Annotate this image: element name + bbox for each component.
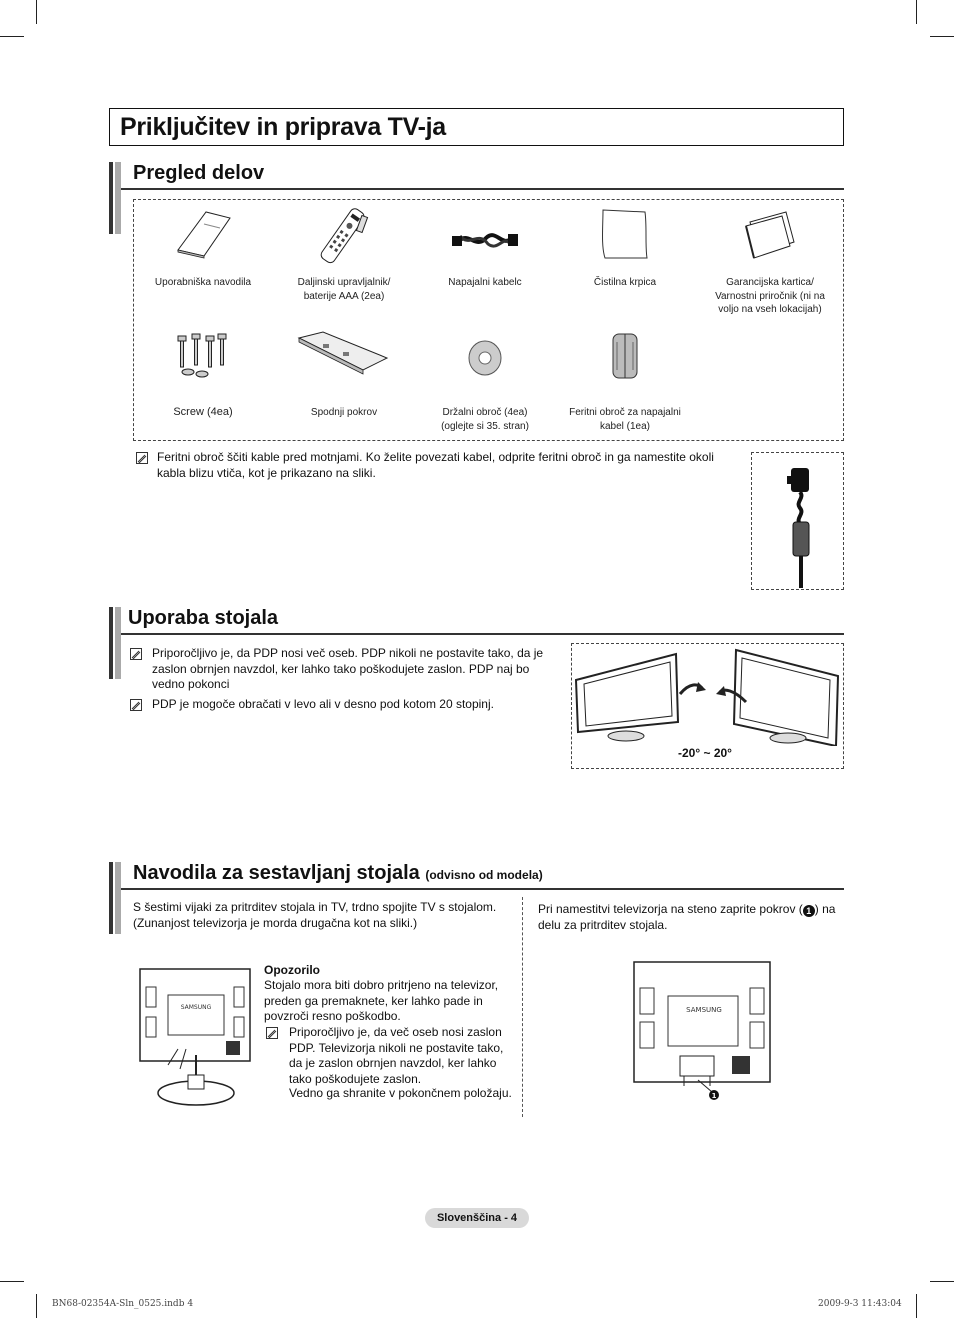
assembly-heading: Navodila za sestavljanj stojala — [133, 862, 420, 884]
power-cord-icon — [450, 214, 520, 262]
section-title-stand: Uporaba stojala — [128, 607, 279, 629]
screws-icon — [168, 330, 238, 382]
part-remote — [273, 206, 413, 271]
part-ferrite — [555, 330, 695, 387]
warning-note: Priporočljivo je, da več oseb nosi zaslon PDP. Televizorja nikoli ne postavite tako, da je zaslon obrnjen navzdol, ker lahko tako poškodujete zaslon. — [289, 1025, 504, 1086]
holder-ring-icon — [450, 336, 520, 378]
part-power-cord — [415, 214, 555, 267]
column-divider — [522, 897, 523, 1117]
crop-mark — [0, 36, 24, 37]
brand-label: SAMSUNG — [180, 1004, 212, 1011]
warning-text: Stojalo mora biti dobro pritrjeno na televizor, preden ga premaknete, ker lahko pade in povzroči resno poškodbo. — [264, 978, 499, 1023]
part-manual — [133, 208, 273, 265]
cleaning-cloth-icon — [595, 206, 655, 262]
part-label: Spodnji pokrov — [310, 407, 378, 418]
section-marker — [109, 607, 121, 679]
part-label: Garancijska kartica/ Varnostni priročnik (ni na voljo na vseh lokacijah) — [715, 277, 825, 315]
part-screws — [133, 330, 273, 387]
note-icon — [130, 699, 142, 711]
tv-back-cover-illustration — [632, 960, 774, 1102]
imprint-date: 2009-9-3 11:43:04 — [818, 1299, 902, 1309]
rotation-angle-label: -20° ~ 20° — [678, 746, 732, 760]
warning-note-2: Vedno ga shranite v pokončnem položaju. — [289, 1086, 512, 1100]
ferrite-core-icon — [595, 330, 655, 382]
section-title-assembly — [133, 862, 543, 885]
wall-mount-text-2: ) na delu za pritrditev stojala. — [538, 902, 836, 932]
stand-note-2: PDP je mogoče obračati v levo ali v desno pod kotom 20 stopinj. — [152, 697, 494, 711]
crop-mark — [916, 1294, 917, 1318]
part-label: Držalni obroč (4ea) (oglejte si 35. stran) — [441, 407, 529, 432]
wall-mount-text — [538, 902, 846, 933]
part-label: Daljinski upravljalnik/ baterije AAA (2ea) — [297, 277, 391, 302]
ferrite-note: Feritni obroč ščiti kable pred motnjami. Ko želite povezati kabel, odprite feritni obroč in ga namestite okoli kabla blizu vtiča, kot je prikazano na sliki. — [157, 450, 714, 480]
stand-note-1: Priporočljivo je, da PDP nosi več oseb. PDP nikoli ne postavite tako, da je zaslon obrnjen navzdol, ker lahko tako poškodujete zaslon. PDP naj bo vedno pokonci — [152, 646, 544, 691]
note-icon — [136, 452, 148, 464]
part-holder-ring — [415, 336, 555, 383]
part-label: Uporabniška navodila — [154, 277, 252, 288]
tv-back-with-stand-illustration — [138, 965, 254, 1109]
imprint-file: BN68-02354A-Sln_0525.indb 4 — [52, 1299, 194, 1309]
manual-icon — [168, 208, 238, 260]
section-rule — [121, 633, 844, 635]
crop-mark — [930, 1281, 954, 1282]
part-cloth — [555, 206, 695, 267]
tv-rotation-illustration — [574, 646, 840, 746]
warranty-card-icon — [738, 208, 808, 260]
assembly-intro: S šestimi vijaki za pritrditev stojala in TV, trdno spojite TV s stojalom. (Zunanjost televizorja je morda drugačna kot na sliki.) — [133, 900, 497, 930]
part-label: Čistilna krpica — [593, 277, 657, 288]
warning-title: Opozorilo — [264, 963, 320, 977]
callout-number: 1 — [711, 1092, 717, 1100]
note-icon — [266, 1027, 278, 1039]
part-bottom-cover — [273, 330, 413, 381]
bottom-cover-icon — [293, 330, 393, 376]
section-marker — [109, 162, 121, 234]
assembly-heading-note: (odvisno od modela) — [425, 868, 543, 882]
note-icon — [130, 648, 142, 660]
section-rule — [121, 188, 844, 190]
crop-mark — [916, 0, 917, 24]
crop-mark — [0, 1281, 24, 1282]
section-rule — [121, 888, 844, 890]
callout-marker: 1 — [803, 905, 815, 917]
section-title-parts: Pregled delov — [133, 162, 265, 184]
remote-control-icon — [303, 206, 383, 266]
section-marker — [109, 862, 121, 934]
brand-label: SAMSUNG — [686, 1006, 722, 1014]
crop-mark — [36, 0, 37, 24]
crop-mark — [930, 36, 954, 37]
part-warranty — [703, 208, 843, 265]
crop-mark — [36, 1294, 37, 1318]
main-title-box — [109, 108, 844, 146]
wall-mount-text-1: Pri namestitvi televizorja na steno zaprite pokrov ( — [538, 902, 803, 916]
page-number-badge: Slovenščina - 4 — [425, 1208, 529, 1228]
part-label: Feritni obroč za napajalni kabel (1ea) — [569, 407, 681, 432]
page-title: Priključitev in priprava TV-ja — [120, 113, 446, 141]
part-label: Napajalni kabelc — [448, 277, 522, 288]
part-label: Screw (4ea) — [173, 406, 233, 418]
ferrite-on-cable-icon — [775, 462, 825, 588]
